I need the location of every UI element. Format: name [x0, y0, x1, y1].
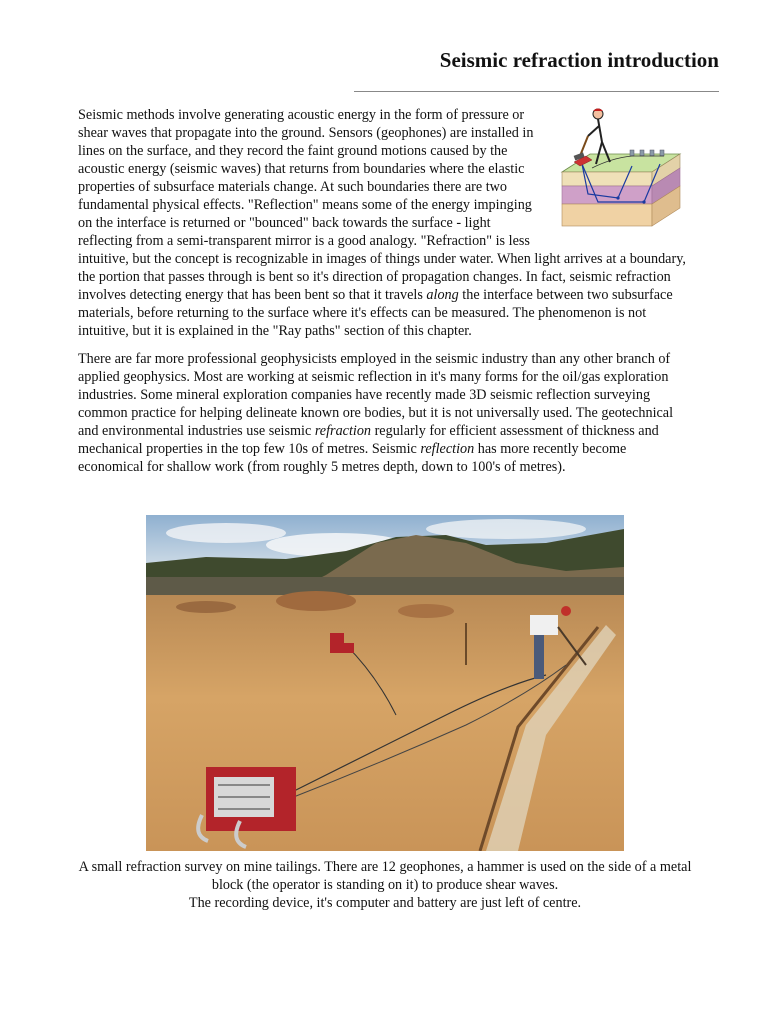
caption-line-2: The recording device, it's computer and battery are just left of centre. — [188, 895, 582, 911]
industry-emphasis-refraction: refraction — [314, 423, 372, 439]
intro-emphasis-along: along — [426, 287, 459, 303]
intro-paragraph — [78, 106, 692, 340]
industry-text-3: has more recently become economical for shallow work (from roughly 5 metres depth, down to 100's of metres). — [78, 441, 627, 475]
page-title: Seismic refraction introduction — [439, 48, 719, 72]
industry-text-1: There are far more professional geophysicists employed in the seismic industry than any other branch of applied geophysics. Most are working at seismic reflection in it's many forms for the oil/gas exploration industries. Some mineral exploration companies have recently made 3D seismic reflection surveying common practice for helping delineate known ore bodies, but it is not universally used. The geotechnical and environmental industries use seismic — [78, 351, 674, 439]
industry-paragraph — [78, 350, 692, 476]
intro-text-2: the interface between two subsurface materials, before returning to the surface where it's effects can be measured. The phenomenon is not intuitive, but it is explained in the "Ray paths" section of this chapter. — [78, 287, 673, 339]
field-survey-photo-image — [146, 515, 624, 851]
industry-text-2: regularly for efficient assessment of thickness and mechanical properties in the top few 10s of metres. Seismic — [78, 423, 659, 457]
industry-emphasis-reflection: reflection — [420, 441, 475, 457]
title-divider — [354, 91, 719, 92]
seismic-survey-diagram — [552, 106, 692, 234]
field-survey-photo — [146, 515, 624, 851]
intro-text-1: Seismic methods involve generating acoustic energy in the form of pressure or shear waves that propagate into the ground. Sensors (geophones) are installed in lines on the surface, and they record the faint ground motions caused by the acoustic energy (seismic waves) that returns from boundaries where the elastic properties of subsurface materials change. At such boundaries there are two fundamental physical effects. "Reflection" means some of the energy impinging on the interface is returned or "bounced" back towards the surface - light reflecting from a semi-transparent mirror is a good analogy. "Refraction" is less intuitive, but the concept is recognizable in images of things under water. When light arrives at a boundary, the portion that passes through is bent so it's direction of propagation changes. In fact, seismic refraction involves detecting energy that has been bent so that it travels — [78, 107, 686, 303]
photo-caption — [78, 858, 692, 912]
caption-line-1: A small refraction survey on mine tailings. There are 12 geophones, a hammer is used on the side of a metal block (the operator is standing on it) to produce shear waves. — [78, 859, 692, 893]
